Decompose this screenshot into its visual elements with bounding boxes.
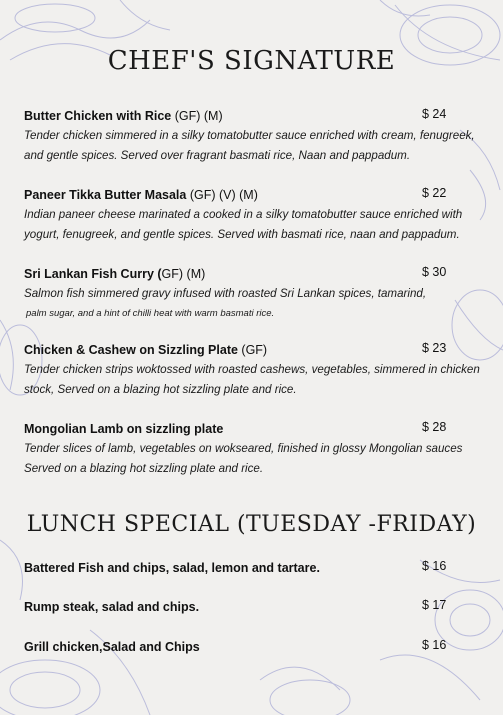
item-description <box>24 439 494 479</box>
lunch-item-battered-fish <box>24 559 494 577</box>
item-price: $ 16 <box>422 559 447 573</box>
item-description <box>24 284 494 324</box>
item-description-line: palm sugar, and a hint of chilli heat with warm basmati rice. <box>26 308 275 319</box>
chef-signature-title: CHEF'S SIGNATURE <box>107 46 396 76</box>
item-description <box>24 205 494 245</box>
menu-item-fish-curry <box>24 265 494 324</box>
item-tags: GF) (M) <box>161 267 206 281</box>
lunch-special-title: LUNCH SPECIAL (TUESDAY -FRIDAY) <box>26 512 477 537</box>
item-description-line: Salmon fish simmered gravy infused with roasted Sri Lankan spices, tamarind, <box>24 287 427 300</box>
item-description-line: Indian paneer cheese marinated a cooked in a silky tomatobutter sauce enriched with <box>24 208 463 221</box>
item-description-line: stock, Served on a blazing hot sizzling plate and rice. <box>24 383 297 396</box>
item-description <box>24 126 494 166</box>
item-name: Sri Lankan Fish Curry ( <box>24 267 162 281</box>
item-price: $ 22 <box>422 186 447 200</box>
item-price: $ 23 <box>422 341 447 355</box>
item-description-line: Tender chicken strips woktossed with roasted cashews, vegetables, simmered in chicken <box>24 363 480 376</box>
item-description-line: Tender slices of lamb, vegetables on wokseared, finished in glossy Mongolian sauces <box>24 442 463 455</box>
menu-item-mongolian-lamb <box>24 420 494 479</box>
item-description <box>24 360 494 400</box>
item-price: $ 17 <box>422 598 447 612</box>
item-description-line: and gentle spices. Served over fragrant basmati rice, Naan and pappadum. <box>24 149 411 162</box>
item-tags: (GF) (V) (M) <box>186 188 258 202</box>
item-name: Battered Fish and chips, salad, lemon and tartare. <box>24 561 320 575</box>
item-description-line: Served on a blazing hot sizzling plate and rice. <box>24 462 264 475</box>
item-name: Mongolian Lamb on sizzling plate <box>24 422 224 436</box>
item-price: $ 24 <box>422 107 447 121</box>
item-price: $ 16 <box>422 638 447 652</box>
item-name: Chicken & Cashew on Sizzling Plate <box>24 343 238 357</box>
item-name: Grill chicken,Salad and Chips <box>24 640 200 654</box>
lunch-item-grill-chicken <box>24 638 494 656</box>
item-description-line: Tender chicken simmered in a silky tomatobutter sauce enriched with cream, fenugreek, <box>24 129 475 142</box>
item-name: Paneer Tikka Butter Masala <box>24 188 187 202</box>
menu-item-chicken-cashew <box>24 341 494 400</box>
item-tags: (GF) <box>237 343 268 357</box>
menu-item-butter-chicken <box>24 107 494 166</box>
item-name: Rump steak, salad and chips. <box>24 600 200 614</box>
item-name: Butter Chicken with Rice <box>24 109 172 123</box>
item-price: $ 30 <box>422 265 447 279</box>
item-price: $ 28 <box>422 420 447 434</box>
lunch-item-rump-steak <box>24 598 494 616</box>
item-tags: (GF) (M) <box>171 109 223 123</box>
item-description-line: yogurt, fenugreek, and gentle spices. Served with basmati rice, naan and pappadum. <box>24 228 460 241</box>
menu-item-paneer-tikka <box>24 186 494 245</box>
